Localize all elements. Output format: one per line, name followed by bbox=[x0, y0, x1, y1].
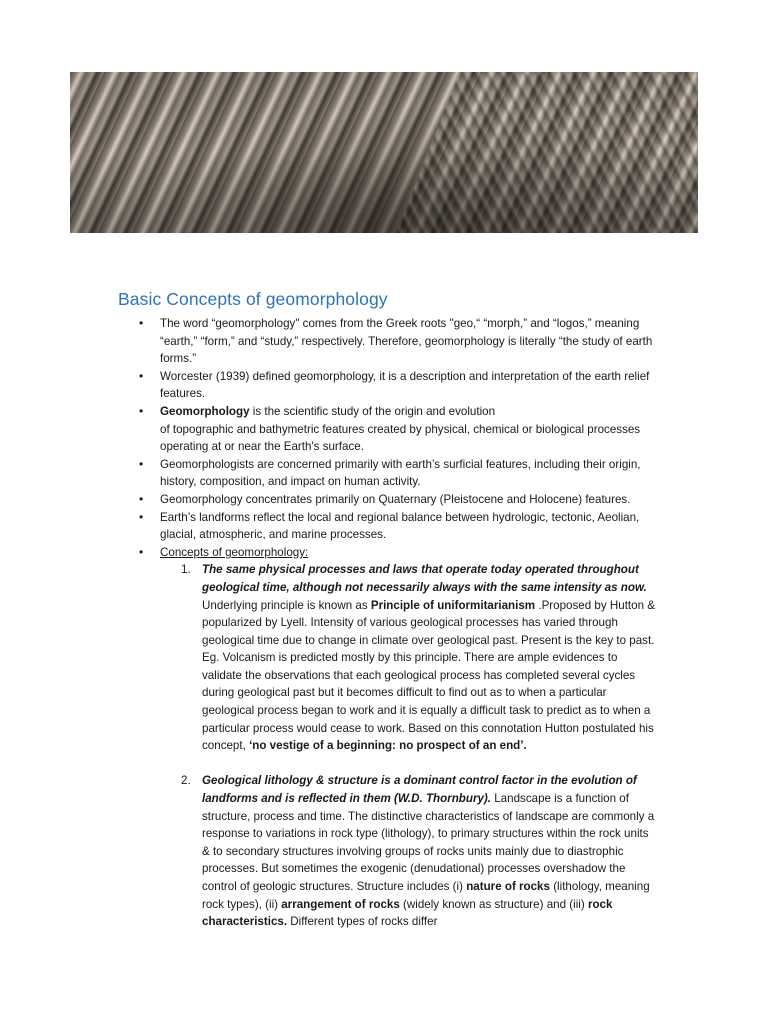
concept-item: 2. Geological lithology & structure is a dominant control factor in the evolution of landforms and is reflected in them (W.D. Thornbury). Landscape is a function of structure, process and time. The distinctive characteristics of landscape are commonly a response to variations in rock type (lithology), to primary structures within the rock units & to secondary structures involving groups of rocks units mainly due to diastrophic processes. But sometimes the exogenic (denudational) processes overshadow the control of geologic structures. Structure includes (i) nature of rocks (lithology, meaning rock types), (ii) arrangement of rocks (widely known as structure) and (iii) rock characteristics. Different types of rocks differ bbox=[181, 774, 655, 929]
list-item: • Geomorphology concentrates primarily on Quaternary (Pleistocene and Holocene) features. bbox=[118, 491, 658, 509]
concepts-subheading: Concepts of geomorphology: bbox=[160, 545, 309, 559]
page-heading: Basic Concepts of geomorphology bbox=[118, 289, 388, 309]
list-item: • Earth’s landforms reflect the local and regional balance between hydrologic, tectonic, Aeolian, glacial, atmospheric, and marine processes. bbox=[118, 509, 658, 544]
banner-shading bbox=[70, 72, 698, 233]
concept-item: 1. The same physical processes and laws that operate today operated throughout geological time, although not necessarily always with the same intensity as now. Underlying principle is known as Principle of uniformitarianism .Proposed by Hutton & popularized by Lyell. Intensity of various geological processes has varied through geological time due to change in climate over geological past. Present is the key to past. Eg. Volcanism is predicted mostly by this principle. There are ample evidences to validate the observations that each geological process has completed several cycles during geological past but it becomes difficult to find out as to when a particular geological process began to work and it is equally a difficult task to predict as to when a particular process would cease to work. Based on this connotation Hutton postulated his concept, ‘no vestige of a beginning: no prospect of an end’. bbox=[181, 563, 655, 753]
document-body bbox=[118, 315, 658, 931]
list-item: • The word “geomorphology" comes from the Greek roots "geo,“ “morph,” and “logos,” meaning “earth,” “form,” and “study,” respectively. Therefore, geomorphology is literally “the study of earth forms.” bbox=[118, 315, 658, 368]
bullet-list bbox=[118, 315, 658, 931]
rock-strata-banner-image bbox=[70, 72, 698, 233]
list-item: • Geomorphologists are concerned primarily with earth’s surficial features, including their origin, history, composition, and impact on human activity. bbox=[118, 456, 658, 491]
list-item: • Worcester (1939) defined geomorphology, it is a description and interpretation of the earth relief features. bbox=[118, 368, 658, 403]
list-item bbox=[118, 544, 658, 931]
list-item: • Geomorphology is the scientific study of the origin and evolution of topographic and bathymetric features created by physical, chemical or biological processes operating at or near the Earth's surface. bbox=[118, 403, 658, 456]
concepts-list bbox=[180, 561, 658, 930]
